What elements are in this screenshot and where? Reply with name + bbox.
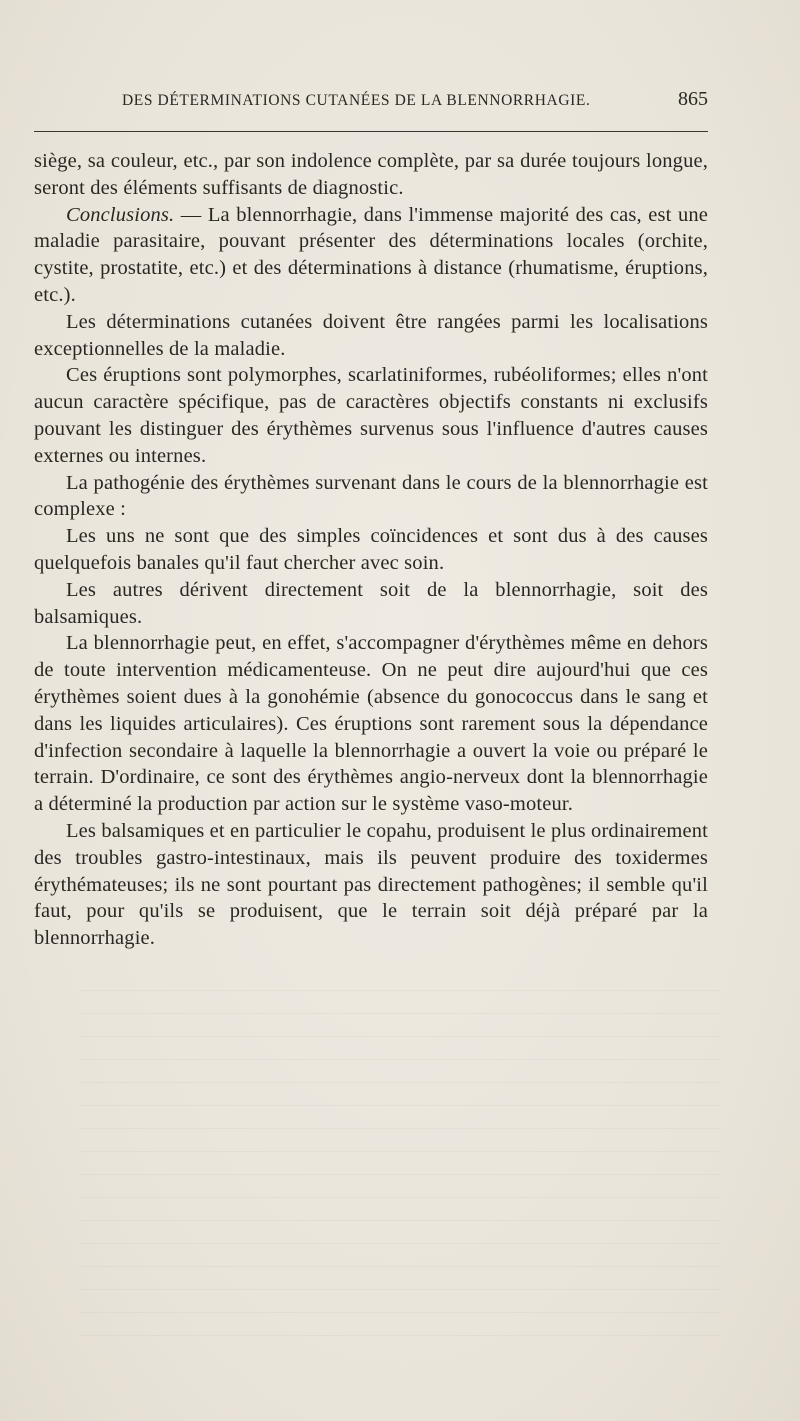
paragraph: Les balsamiques et en particulier le copahu, produisent le plus ordinairement des troubles gastro-intestinaux, mais ils peuvent produire des toxidermes érythémateuses; ils ne sont pourtant pas directement pathogènes; il semble qu'il faut, pour qu'ils se produisent, que le terrain soit déjà préparé par la blennorrhagie. bbox=[34, 819, 708, 950]
paragraph: Les déterminations cutanées doivent être rangées parmi les localisations exceptionnelles de la maladie. bbox=[34, 310, 708, 360]
paragraph: La blennorrhagie peut, en effet, s'accompagner d'érythèmes même en dehors de toute intervention médicamenteuse. On ne peut dire aujourd'hui que ces érythèmes soient dues à la gonohémie (absence du gonococcus dans le sang et dans les liquides articulaires). Ces éruptions sont rarement sous la dépendance d'infection secondaire à laquelle la blennorrhagie a ouvert la voie ou préparé le terrain. D'ordinaire, ce sont des érythèmes angio-nerveux dont la blennorrhagie a déterminé la production par action sur le système vaso-moteur. bbox=[34, 632, 708, 816]
show-through-texture bbox=[80, 990, 720, 1340]
paragraph-conclusions bbox=[34, 202, 708, 309]
running-header bbox=[34, 88, 708, 116]
page-number: 865 bbox=[678, 88, 708, 110]
conclusions-text: — La blennorrhagie, dans l'immense majorité des cas, est une maladie parasitaire, pouvant présenter des déterminations locales (orchite, cystite, prostatite, etc.) et des déterminations à distance (rhumatisme, éruptions, etc.). bbox=[34, 203, 708, 306]
paragraph: Ces éruptions sont polymorphes, scarlatiniformes, rubéoliformes; elles n'ont aucun caractère spécifique, pas de caractères objectifs constants ni exclusifs pouvant les distinguer des érythèmes survenus sous l'influence d'autres causes externes ou internes. bbox=[34, 364, 708, 467]
running-title: DES DÉTERMINATIONS CUTANÉES DE LA BLENNORRHAGIE. bbox=[122, 92, 591, 109]
header-rule bbox=[34, 131, 708, 132]
paragraph: Les uns ne sont que des simples coïncidences et sont dus à des causes quelquefois banales qu'il faut chercher avec soin. bbox=[34, 525, 708, 574]
paragraph-continuation: siège, sa couleur, etc., par son indolence complète, par sa durée toujours longue, seront des éléments suffisants de diagnostic. bbox=[34, 150, 708, 199]
body-text bbox=[34, 148, 708, 952]
paragraph: Les autres dérivent directement soit de la blennorrhagie, soit des balsamiques. bbox=[34, 578, 708, 628]
conclusions-label: Conclusions. bbox=[66, 203, 175, 226]
paragraph: La pathogénie des érythèmes survenant dans le cours de la blennorrhagie est complexe : bbox=[34, 471, 708, 521]
